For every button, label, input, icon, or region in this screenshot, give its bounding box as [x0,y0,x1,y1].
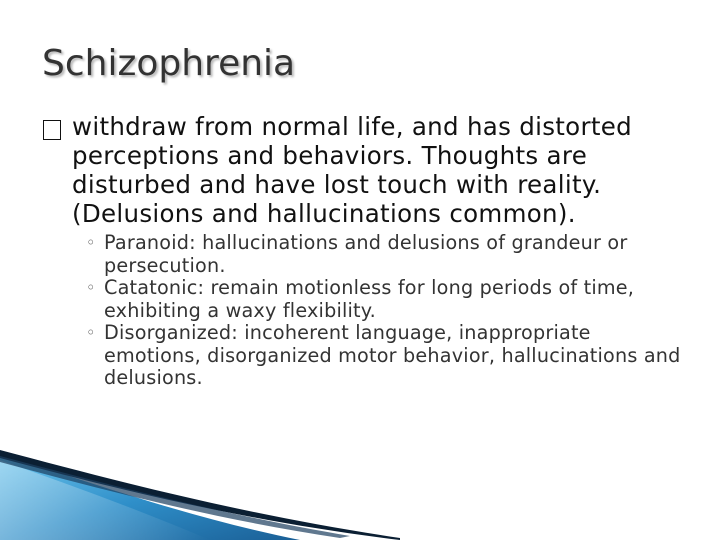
circle-bullet-icon: ◦ [86,233,96,252]
circle-bullet-icon: ◦ [86,278,96,297]
sub-bullet-disorganized [86,322,686,390]
main-bullet-text: withdraw from normal life, and has distorted perceptions and behaviors. Thoughts are disturbed and have lost touch with reality. (Delusions and hallucinations common). [72,112,632,228]
main-bullet [40,112,700,228]
slide-body [40,112,700,390]
sub-bullet-catatonic [86,277,686,322]
slide-title: Schizophrenia [42,43,296,84]
bullet-box-icon [40,119,68,141]
sub-bullet-list [86,232,686,390]
circle-bullet-icon: ◦ [86,323,96,342]
sub-bullet-paranoid [86,232,686,277]
corner-decoration [0,430,720,540]
sub-bullet-text: Disorganized: incoherent language, inappropriate emotions, disorganized motor behavior, hallucinations and delusions. [104,321,681,389]
sub-bullet-text: Catatonic: remain motionless for long periods of time, exhibiting a waxy flexibility. [104,276,635,322]
sub-bullet-text: Paranoid: hallucinations and delusions of grandeur or persecution. [104,231,628,277]
